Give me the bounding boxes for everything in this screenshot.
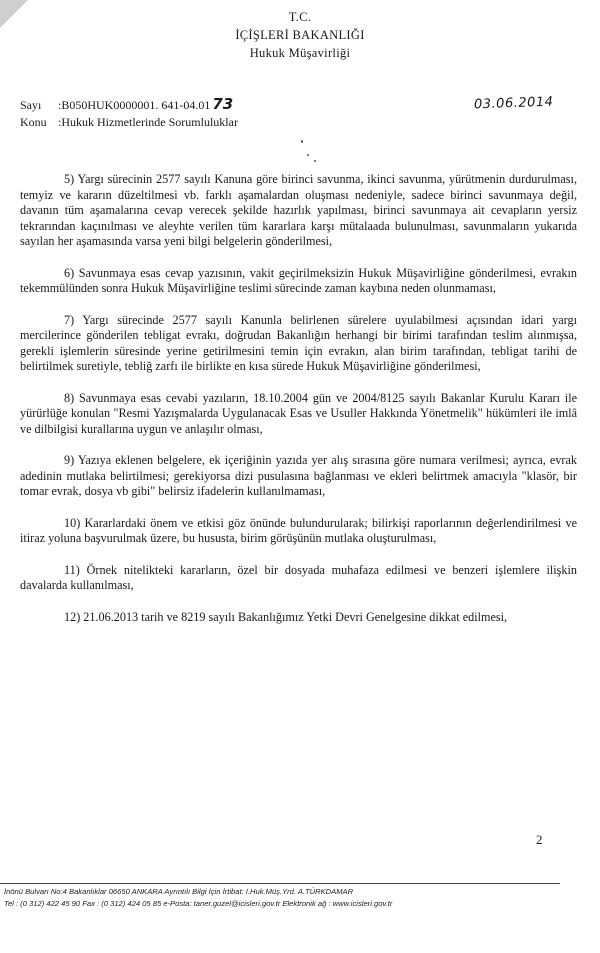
- footer-address: İnönü Bulvarı No:4 Bakanlıklar 06650 ANKARA Ayrıntılı Bilgi İçin İrtibat: I.Huk.Müş.Yrd. A.TÜRKDAMAR: [4, 887, 354, 896]
- konu-label: Konu: [20, 115, 47, 129]
- paragraph-10: 10) Kararlardaki önem ve etkisi göz önünde bulundurularak; bilirkişi raporlarının değerlendirilmesi ve itiraz yoluna başvurulmak üzere, bu hususta, birim görüşünün mutlaka oluşturulması,: [20, 515, 577, 545]
- scan-speck: [314, 160, 316, 162]
- paragraph-8: 8) Savunmaya esas cevabi yazıların, 18.10.2004 gün ve 2004/8125 sayılı Bakanlar Kurulu Kararı ile yürürlüğe konulan "Resmi Yazışmalarda Uygulanacak Esas ve Usuller Hakkında Yönetmelik" hükümleri ile imlâ ve dilbilgisi kurallarına uygun ve anlaşılır olması,: [20, 390, 577, 436]
- sayi-label: Sayı: [20, 98, 42, 112]
- letterhead: [0, 8, 600, 62]
- konu-row: [20, 114, 238, 131]
- letterhead-ministry: İÇİŞLERİ BAKANLIĞI: [235, 28, 365, 42]
- paragraph-11: 11) Örnek nitelikteki kararların, özel bir dosyada muhafaza edilmesi ve benzeri işlemlere ilişkin davalarda kullanılması,: [20, 562, 577, 592]
- sayi-handwritten-number: 73: [212, 95, 234, 113]
- paragraph-7: 7) Yargı sürecinde 2577 sayılı Kanunla belirlenen sürelere uyulabilmesi açısından idari yargı mercilerince gönderilen tebligat evrakı, doğrudan Bakanlığın herhangi bir birimi tarafından teslim alınmışsa, gerekli işlemlerin süresinde yerine getirilmesini temin için evrakın, alan birim tarafından, tebligat tarihi de belirtilmek suretiyle, tebliğ zarfı ile birlikte en kısa sürede Hukuk Müşavirliğine gönderilmesi,: [20, 312, 577, 373]
- handwritten-date: 03.06.2014: [473, 94, 554, 113]
- sayi-row: [20, 96, 238, 114]
- document-meta: [20, 96, 238, 131]
- paragraph-6: 6) Savunmaya esas cevap yazısının, vakit geçirilmeksizin Hukuk Müşavirliğine gönderilmesi, evrakın tekemmülünden sonra Hukuk Müşavirliğine teslimi sürecinde zaman kaybına neden olunmaması,: [20, 265, 577, 295]
- document-body: [20, 172, 577, 641]
- paragraph-5: 5) Yargı sürecinin 2577 sayılı Kanuna göre birinci savunma, ikinci savunma, yürütmenin durdurulması, temyiz ve kararın düzeltilmesi vb. farklı aşamalardan oluşması nedeniyle, sadece birinci savunmaya değil, davanın tüm aşamalarına cevap verecek şekilde hazırlık yapılması, birinci savunmaya ait cevapların yersiz tekrarından kaçınılması ve aleyhte verilen tüm kararlara karşı mütalaada bulunulması, savunmaların yukarıda sayılan her aşamasında varsa yeni bilgi belgelerin gönderilmesi,: [20, 172, 577, 248]
- footer-contact: Tel : (0 312) 422 45 90 Fax : (0 312) 424 05 85 e-Posta: taner.guzel@icisleri.gov.tr Elektronik ağ : www.icisleri.gov.tr: [4, 899, 393, 908]
- paragraph-12: 12) 21.06.2013 tarih ve 8219 sayılı Bakanlığımız Yetki Devri Genelgesine dikkat edilmesi,: [64, 609, 508, 624]
- letterhead-department: Hukuk Müşavirliği: [249, 46, 351, 60]
- konu-value: :Hukuk Hizmetlerinde Sorumluluklar: [58, 115, 238, 129]
- page-number: 2: [536, 832, 543, 847]
- sayi-value: :B050HUK0000001. 641-04.01: [58, 98, 211, 112]
- footer-divider: [0, 883, 560, 884]
- scan-speck: [307, 154, 309, 156]
- paragraph-9: 9) Yazıya eklenen belgelere, ek içeriğinin yazıda yer alış sırasına göre numara verilmesi; ayrıca, evrak adedinin mutlaka belirtilmesi; gerekiyorsa dizi pusulasına bağlanması ve ekleri belirtmek amacıyla "klasör, bir tomar evrak, dosya vb gibi" belirsiz ifadelerin kullanılmaması,: [20, 453, 577, 498]
- footer: [4, 886, 392, 910]
- letterhead-tc: T.C.: [288, 10, 312, 24]
- scan-speck: [301, 140, 303, 143]
